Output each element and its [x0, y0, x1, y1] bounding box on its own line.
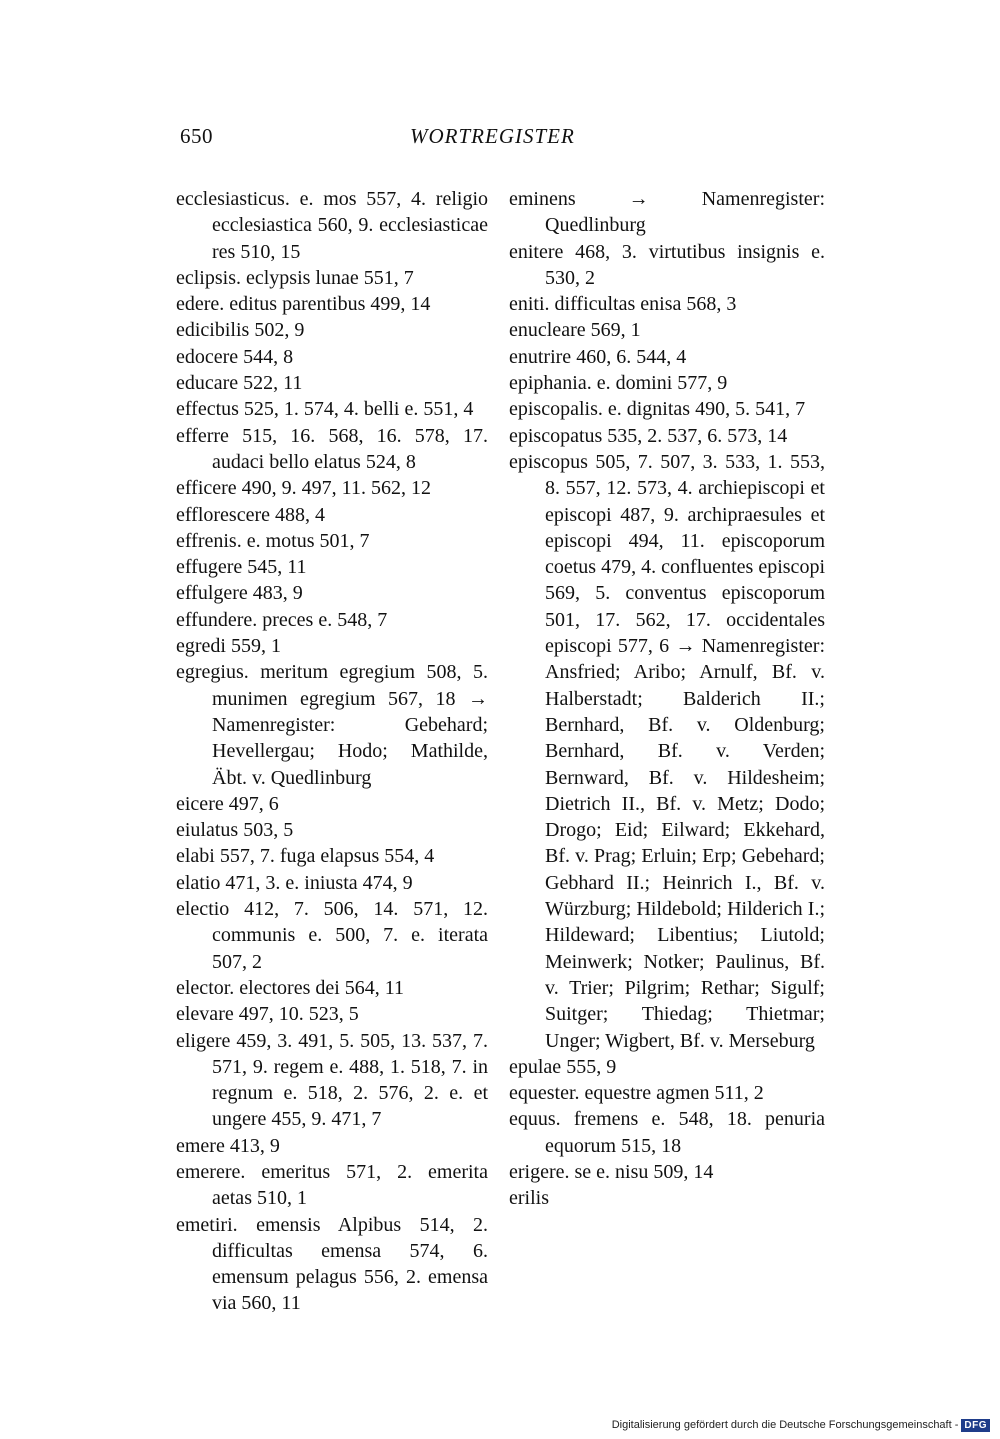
index-entry: enitere 468, 3. virtutibus insignis e. 530, 2 — [509, 240, 825, 289]
index-entry: eminens → Namenregister: Quedlinburg — [509, 188, 825, 237]
footer-credit: Digitalisierung gefördert durch die Deutsche Forschungsgemeinschaft - — [611, 1419, 959, 1431]
index-entry: enucleare 569, 1 — [509, 319, 641, 342]
index-entry: electio 412, 7. 506, 14. 571, 12. communis e. 500, 7. e. iterata 507, 2 — [176, 898, 488, 973]
index-entry: eniti. difficultas enisa 568, 3 — [509, 293, 737, 316]
index-entry: egregius. meritum egregium 508, 5. munimen egregium 567, 18 → Namenregister: Gebehard; Hevellergau; Hodo; Mathilde, Äbt. v. Quedlinburg — [176, 661, 488, 789]
index-entry: epulae 555, 9 — [509, 1055, 617, 1078]
index-entry: emerere. emeritus 571, 2. emerita aetas 510, 1 — [176, 1160, 488, 1210]
index-entry: egredi 559, 1 — [176, 635, 281, 658]
index-entry: episcopatus 535, 2. 537, 6. 573, 14 — [509, 424, 788, 447]
index-entry: effulgere 483, 9 — [176, 582, 303, 605]
index-entry: eclipsis. eclypsis lunae 551, 7 — [176, 266, 414, 289]
dfg-logo: DFG — [961, 1419, 990, 1432]
index-entry: emere 413, 9 — [176, 1134, 280, 1157]
index-entry: epiphania. e. domini 577, 9 — [509, 372, 728, 395]
index-entry: efferre 515, 16. 568, 16. 578, 17. audaci bello elatus 524, 8 — [176, 424, 488, 473]
index-entry: efflorescere 488, 4 — [176, 503, 326, 526]
index-entry: effundere. preces e. 548, 7 — [176, 608, 388, 631]
index-entry: effectus 525, 1. 574, 4. belli e. 551, 4 — [176, 398, 474, 421]
index-entry: eligere 459, 3. 491, 5. 505, 13. 537, 7. 571, 9. regem e. 488, 1. 518, 7. in regnum e. 518, 2. 576, 2. e. et ungere 455, 9. 471, 7 — [176, 1029, 488, 1131]
footer — [612, 1415, 990, 1435]
index-column-right — [509, 186, 825, 1212]
index-entry: erilis — [509, 1187, 549, 1210]
index-entry: elatio 471, 3. e. iniusta 474, 9 — [176, 871, 413, 894]
index-entry: edocere 544, 8 — [176, 345, 294, 368]
index-entry: efficere 490, 9. 497, 11. 562, 12 — [176, 477, 431, 500]
index-entry: emetiri. emensis Alpibus 514, 2. difficultas emensa 574, 6. emensum pelagus 556, 2. emensa via 560, 11 — [176, 1213, 488, 1315]
index-column-left — [176, 186, 488, 1317]
page-header — [180, 124, 820, 156]
index-entry: erigere. se e. nisu 509, 14 — [509, 1160, 714, 1183]
index-entry: equus. fremens e. 548, 18. penuria equorum 515, 18 — [509, 1108, 825, 1157]
index-entry: eiulatus 503, 5 — [176, 819, 294, 842]
index-entry: educare 522, 11 — [176, 372, 303, 395]
index-entry: equester. equestre agmen 511, 2 — [509, 1082, 764, 1105]
index-entry: enutrire 460, 6. 544, 4 — [509, 345, 687, 368]
index-entry: eicere 497, 6 — [176, 792, 279, 815]
page-number: 650 — [180, 124, 213, 148]
index-entry: episcopus 505, 7. 507, 3. 533, 1. 553, 8. 557, 12. 573, 4. archiepiscopi et episcopi 487, 9. archipraesules et episcopi 494, 11. episcoporum coetus 479, 4. confluentes episcopi 569, 5. conventus episcoporum 501, 17. 562, 17. occidentales episcopi 577, 6 → Namenregister: Ansfried; Aribo; Arnulf, Bf. v. Halberstadt; Balderich II.; Bernhard, Bf. v. Oldenburg; Bernhard, Bf. v. Verden; Bernward, Bf. v. Hildesheim; Dietrich II., Bf. v. Metz; Dodo; Drogo; Eid; Eilward; Ekkehard, Bf. v. Prag; Erluin; Erp; Gebehard; Gebhard II.; Heinrich I., Bf. v. Würzburg; Hildebold; Hilderich I.; Hildeward; Libentius; Liutold; Meinwerk; Notker; Paulinus, Bf. v. Trier; Pilgrim; Rethar; Sigulf; Suitger; Thiedag; Thietmar; Unger; Wigbert, Bf. v. Merseburg — [509, 450, 825, 1052]
index-entry: effrenis. e. motus 501, 7 — [176, 529, 370, 552]
index-entry: elevare 497, 10. 523, 5 — [176, 1003, 359, 1026]
index-entry: effugere 545, 11 — [176, 556, 307, 579]
index-entry: edere. editus parentibus 499, 14 — [176, 293, 431, 316]
running-title: WORTREGISTER — [410, 124, 575, 148]
index-entry: ecclesiasticus. e. mos 557, 4. religio ecclesiastica 560, 9. ecclesiasticae res 510, 15 — [176, 188, 488, 263]
index-entry: episcopalis. e. dignitas 490, 5. 541, 7 — [509, 398, 806, 421]
index-entry: edicibilis 502, 9 — [176, 319, 305, 342]
index-entry: elector. electores dei 564, 11 — [176, 976, 405, 999]
index-entry: elabi 557, 7. fuga elapsus 554, 4 — [176, 845, 435, 868]
